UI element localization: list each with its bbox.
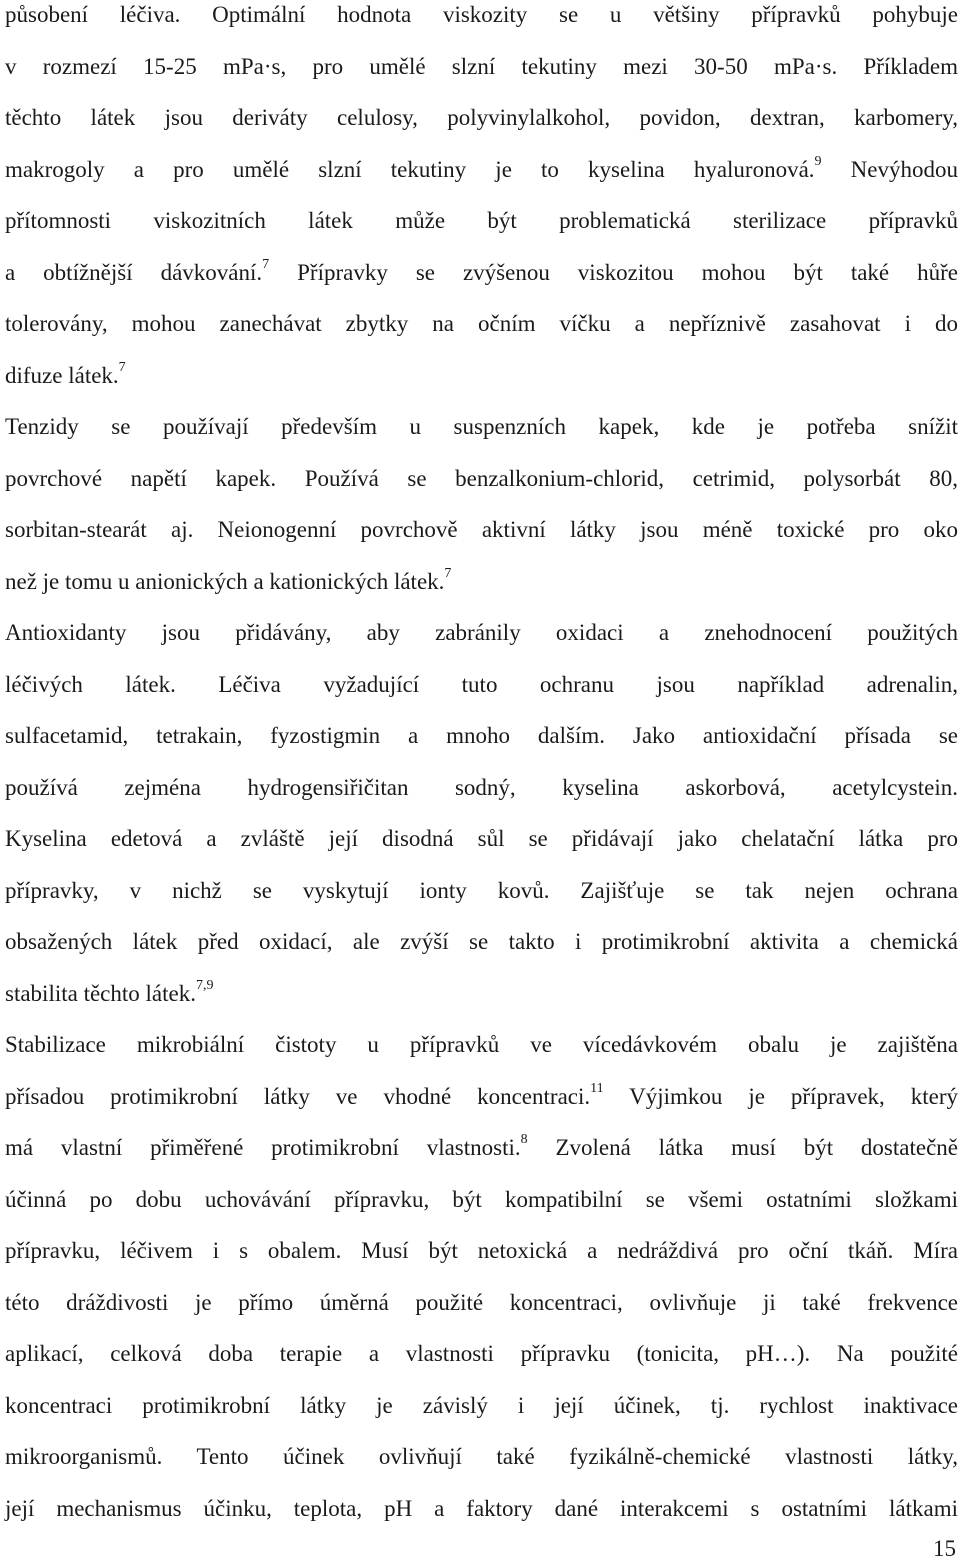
line-text: tolerovány, mohou zanechávat zbytky na očním víčku a nepříznivě zasahovat i do — [5, 311, 958, 336]
line-text: sorbitan-stearát aj. Neionogenní povrchově aktivní látky jsou méně toxické pro oko — [5, 517, 958, 542]
citation-superscript: 7,9 — [195, 977, 214, 993]
text-line — [5, 155, 958, 185]
line-text: Tenzidy se používají především u suspenzních kapek, kde je potřeba snížit — [5, 414, 958, 439]
line-text: působení léčiva. Optimální hodnota viskozity se u většiny přípravků pohybuje — [5, 2, 958, 27]
line-text: difuze látek. — [5, 362, 119, 388]
line-text: v rozmezí 15-25 mPa·s, pro umělé slzní tekutiny mezi 30-50 mPa·s. Příkladem — [5, 53, 958, 79]
page-number: 15 — [933, 1536, 956, 1561]
line-text: Antioxidanty jsou přidávány, aby zabránily oxidaci a znehodnocení použitých — [5, 620, 958, 645]
text-line — [5, 567, 958, 597]
text-line — [5, 103, 958, 133]
text-line — [5, 309, 958, 339]
line-text: mikroorganismů. Tento účinek ovlivňují také fyzikálně-chemické vlastnosti látky, — [5, 1444, 958, 1469]
line-text: Zvolená látka musí být dostatečně — [527, 1135, 958, 1160]
line-text: této dráždivosti je přímo úměrná použité koncentraci, ovlivňuje ji také frekvence — [5, 1289, 958, 1315]
text-line — [5, 1082, 958, 1112]
text-line — [5, 52, 958, 82]
text-line — [5, 876, 958, 906]
line-text: sulfacetamid, tetrakain, fyzostigmin a mnoho dalším. Jako antioxidační přísada se — [5, 723, 958, 748]
text-line — [5, 206, 958, 236]
line-text: používá zejména hydrogensiřičitan sodný, kyselina askorbová, acetylcystein. — [5, 774, 958, 800]
line-text: Výjimkou je přípravek, který — [603, 1083, 958, 1109]
citation-superscript: 7 — [118, 359, 126, 375]
line-text: koncentraci protimikrobní látky je závislý i její účinek, tj. rychlost inaktivace — [5, 1392, 958, 1418]
citation-superscript: 9 — [814, 153, 822, 169]
text-line — [5, 412, 958, 442]
text-line — [5, 1442, 958, 1472]
text-line — [5, 1288, 958, 1318]
line-text: přísadou protimikrobní látky ve vhodné koncentraci. — [5, 1083, 591, 1109]
citation-superscript: 7 — [444, 565, 452, 581]
line-text: a obtížnější dávkování. — [5, 259, 263, 285]
line-text: Přípravky se zvýšenou viskozitou mohou být také hůře — [269, 259, 958, 285]
line-text: těchto látek jsou deriváty celulosy, polyvinylalkohol, povidon, dextran, karbomery, — [5, 105, 958, 130]
text-line — [5, 773, 958, 803]
text-line — [5, 1494, 958, 1524]
line-text: léčivých látek. Léčiva vyžadující tuto ochranu jsou například adrenalin, — [5, 671, 958, 697]
line-text: má vlastní přiměřené protimikrobní vlastnosti. — [5, 1135, 521, 1160]
line-text: účinná po dobu uchovávání přípravku, být kompatibilní se všemi ostatními složkami — [5, 1186, 958, 1212]
line-text: Kyselina edetová a zvláště její disodná sůl se přidávají jako chelatační látka pro — [5, 826, 958, 851]
text-line — [5, 1391, 958, 1421]
citation-superscript: 8 — [520, 1132, 528, 1148]
line-text: stabilita těchto látek. — [5, 980, 196, 1006]
text-line — [5, 721, 958, 751]
text-line — [5, 515, 958, 545]
text-line — [5, 1185, 958, 1215]
line-text: přítomnosti viskozitních látek může být problematická sterilizace přípravků — [5, 208, 958, 233]
line-text: aplikací, celková doba terapie a vlastnosti přípravku (tonicita, pH…). Na použité — [5, 1341, 958, 1366]
text-line — [5, 927, 958, 957]
text-line — [5, 618, 958, 648]
line-text: Nevýhodou — [821, 156, 958, 182]
line-text: makrogoly a pro umělé slzní tekutiny je to kyselina hyaluronová. — [5, 156, 815, 182]
text-line — [5, 670, 958, 700]
text-line — [5, 0, 958, 30]
text-line — [5, 361, 958, 391]
line-text: přípravku, léčivem i s obalem. Musí být netoxická a nedráždivá pro oční tkáň. Míra — [5, 1238, 958, 1263]
text-line — [5, 464, 958, 494]
text-line — [5, 1030, 958, 1060]
citation-superscript: 7 — [262, 256, 270, 272]
citation-superscript: 11 — [590, 1080, 604, 1096]
line-text: její mechanismus účinku, teplota, pH a faktory dané interakcemi s ostatními látkami — [5, 1495, 958, 1521]
text-line — [5, 1133, 958, 1163]
line-text: Stabilizace mikrobiální čistoty u přípravků ve vícedávkovém obalu je zajištěna — [5, 1032, 958, 1057]
text-line — [5, 824, 958, 854]
text-line — [5, 1236, 958, 1266]
text-line — [5, 258, 958, 288]
line-text: obsažených látek před oxidací, ale zvýší se takto i protimikrobní aktivita a chemická — [5, 929, 958, 954]
text-line — [5, 1339, 958, 1369]
text-line — [5, 979, 958, 1009]
line-text: než je tomu u anionických a kationických látek. — [5, 568, 445, 594]
line-text: přípravky, v nichž se vyskytují ionty kovů. Zajišťuje se tak nejen ochrana — [5, 877, 958, 903]
line-text: povrchové napětí kapek. Používá se benzalkonium-chlorid, cetrimid, polysorbát 80, — [5, 465, 958, 491]
